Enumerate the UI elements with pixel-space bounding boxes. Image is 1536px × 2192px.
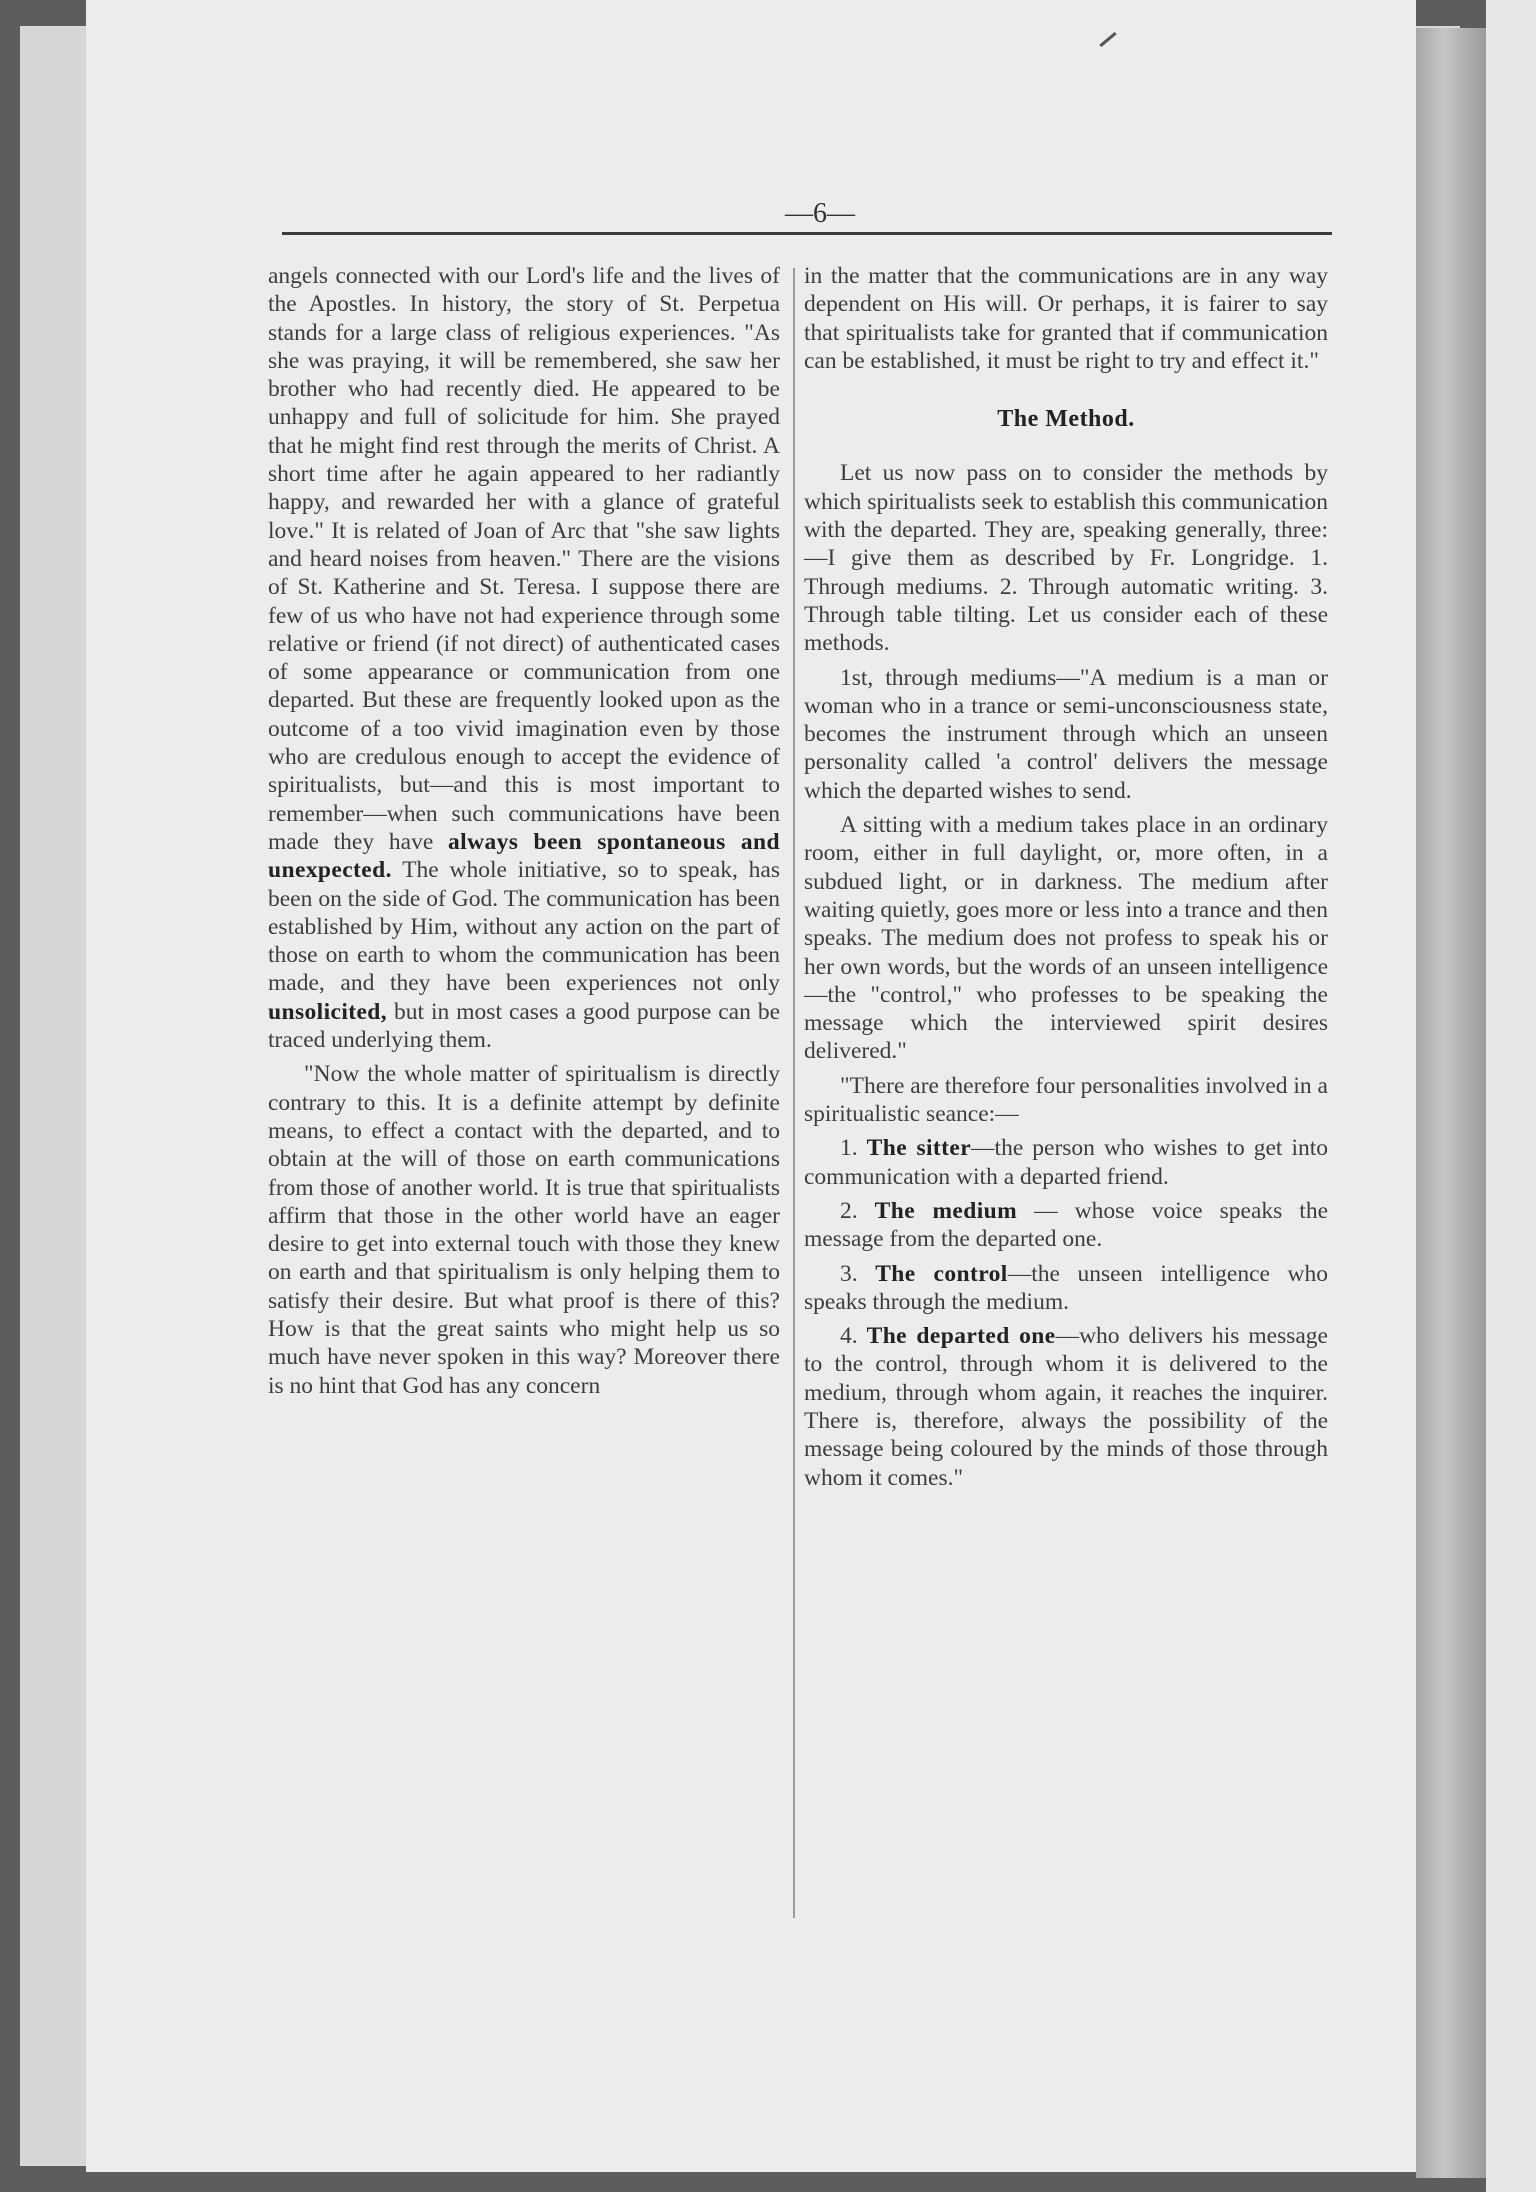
right-paragraph-1: in the matter that the communications are in any way dependent on His will. Or perhaps, it is fairer to say that spiritualists take for granted that if communication can be established, it must be right to try and effect it." [804, 263, 1328, 374]
list-term: The control [875, 1260, 1008, 1287]
list-text: — whose voice speaks the message from the departed one. [804, 1197, 1328, 1253]
section-heading: The Method. [997, 406, 1135, 433]
text-run: but in most cases a good purpose can be traced underlying them. [268, 998, 780, 1054]
list-item-control [804, 1260, 1328, 1317]
column-divider [793, 268, 795, 1918]
list-term: The departed one [866, 1323, 1056, 1350]
list-term: The sitter [866, 1135, 972, 1162]
list-number: 4. [840, 1323, 867, 1350]
list-text: —the person who wishes to get into communication with a departed friend. [804, 1135, 1329, 1190]
emphasis-unsolicited: unsolicited, [268, 998, 388, 1025]
header-rule [282, 232, 1332, 235]
right-paragraph-5: "There are therefore four personalities involved in a spiritualistic seance:— [804, 1072, 1328, 1128]
list-item-sitter [804, 1134, 1328, 1191]
next-page-edge [1486, 0, 1536, 2192]
list-number: 1. [840, 1135, 867, 1162]
right-paragraph-4: A sitting with a medium takes place in an ordinary room, either in full daylight, or, more often, in a subdued light, or in darkness. The medium after waiting quietly, goes more or less into a trance and then speaks. The medium does not profess to speak his or her own words, but the words of an unseen intelligence—the "control," who professes to be speaking the message which the interviewed spirit desires delivered." [804, 812, 1328, 1065]
list-text: —the unseen intelligence who speaks through the medium. [804, 1260, 1328, 1315]
list-number: 2. [840, 1197, 875, 1224]
right-paragraph-3: 1st, through mediums—"A medium is a man or woman who in a trance or semi-unconsciousness state, becomes the instrument through which an unseen personality called 'a control' delivers the message which the departed wishes to send. [804, 664, 1328, 804]
list-term: The medium [874, 1197, 1018, 1224]
list-item-departed [804, 1322, 1328, 1492]
text-run: angels connected with our Lord's life and the lives of the Apostles. In history, the story of St. Perpetua stands for a large class of religious experiences. "As she was praying, it will be remembered, she saw her brother who had recently died. He appeared to be unhappy and full of solicitude for him. She prayed that he might find rest through the merits of Christ. A short time after he again appeared to her radiantly happy, and rewarded her with a glance of grateful love." It is related of Joan of Arc that "she saw lights and heard noises from heaven." There are the visions of St. Katherine and St. Teresa. I suppose there are few of us who have not had experience through some relative or friend (if not direct) of authenticated cases of some appearance or communication from one departed. But these are frequently looked upon as the outcome of a too vivid imagination even by those who are credulous enough to accept the evidence of spiritualists, but—and this is most important to remember—when such communications have been made they have [268, 263, 780, 855]
page-number: —6— [785, 198, 855, 229]
list-text: —who delivers his message to the control, through whom it is delivered to the medium, through whom again, it reaches the inquirer. There is, therefore, always the possibility of the message being coloured by the minds of those through whom it comes." [804, 1323, 1328, 1491]
text-run: The whole initiative, so to speak, has been on the side of God. The communication has been established by Him, without any action on the part of those on earth to whom the communication has been made, and they have been experiences not only [268, 857, 780, 997]
right-column [804, 262, 1328, 1492]
emphasis-spontaneous: always been spontaneous and unexpected. [268, 828, 780, 884]
left-column [268, 262, 780, 1400]
left-paragraph-1 [268, 262, 780, 1054]
page-edge-shadow [1416, 28, 1486, 2178]
right-paragraph-2: Let us now pass on to consider the methods by which spiritualists seek to establish this communication with the departed. They are, speaking generally, three:—I give them as described by Fr. Longridge. 1. Through mediums. 2. Through automatic writing. 3. Through table tilting. Let us consider each of these methods. [804, 460, 1328, 657]
list-item-medium [804, 1197, 1328, 1254]
list-number: 3. [840, 1260, 876, 1287]
left-paragraph-2: "Now the whole matter of spiritualism is directly contrary to this. It is a definite attempt by definite means, to effect a contact with the departed, and to obtain at the will of those on earth communications from those of another world. It is true that spiritualists affirm that those in the other world have an eager desire to get into external touch with those they knew on earth and that spiritualism is only helping them to satisfy their desire. But what proof is there of this? How is that the great saints who might help us so much have never spoken in this way? Moreover there is no hint that God has any concern [268, 1061, 780, 1399]
